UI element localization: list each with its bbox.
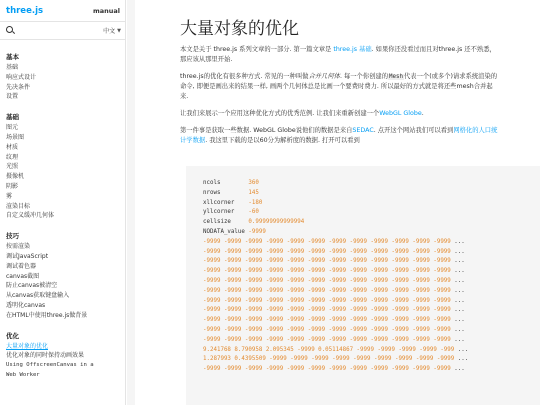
code-value: -60: [248, 209, 259, 216]
code-data-line: [203, 257, 540, 267]
code-header-line: [203, 228, 540, 238]
code-data-line: [203, 238, 540, 248]
code-data-line: [203, 248, 540, 258]
nav-group-title: 优化: [6, 331, 19, 340]
page-title: 大量对象的优化: [180, 19, 299, 39]
code-header-line: [203, 218, 540, 228]
sidebar-item[interactable]: 纹理: [6, 153, 19, 161]
code-ellipsis: ...: [454, 307, 465, 314]
sidebar-item[interactable]: 大量对象的优化: [6, 342, 49, 350]
code-data-values: -9999 -9999 -9999 -9999 -9999 -9999 -9999 -9999 -9999 -9999 -9999 -9999: [203, 307, 451, 314]
code-data-line: [203, 355, 540, 365]
sidebar-item[interactable]: 光照: [6, 163, 19, 171]
code-data-line: [203, 316, 540, 326]
code-ellipsis: ...: [454, 336, 465, 343]
sidebar-item[interactable]: 透明化canvas: [6, 301, 46, 309]
code-ellipsis: ...: [454, 297, 465, 304]
code-key: nrows: [203, 189, 221, 196]
code-padding: [220, 190, 248, 196]
sidebar-item[interactable]: 渲染目标: [6, 202, 31, 210]
merge-paragraph: [180, 72, 500, 102]
nav-group: [6, 231, 125, 320]
code-ellipsis: ...: [454, 258, 465, 265]
sidebar-item[interactable]: 摄像机: [6, 173, 25, 181]
code-data-line: [203, 287, 540, 297]
sidebar-item[interactable]: 从canvas获取键盘输入: [6, 292, 70, 300]
sidebar-item[interactable]: canvas截图: [6, 272, 40, 280]
code-ellipsis: ...: [454, 277, 465, 284]
code-value: 145: [248, 189, 259, 196]
code-ellipsis: ...: [454, 317, 465, 324]
data-text-1: 第一件事是获取一些数据. WebGL Globe说他们的数据是来自: [180, 127, 353, 134]
nav-group-title: 基础: [6, 113, 19, 122]
code-data-values: -9999 -9999 -9999 -9999 -9999 -9999 -9999 -9999 -9999 -9999 -9999 -9999: [203, 336, 451, 343]
sidebar-nav: [0, 40, 125, 395]
code-data-line: [203, 326, 540, 336]
code-header-line: [203, 179, 540, 189]
code-padding: [220, 180, 248, 186]
globe-text-2: .: [421, 110, 424, 117]
code-data-values: -9999 -9999 -9999 -9999 -9999 -9999 -9999 -9999 -9999 -9999 -9999 -9999: [203, 258, 451, 265]
code-ellipsis: ...: [454, 268, 465, 275]
code-data-line: [203, 365, 540, 375]
globe-text-1: 让我们来展示一个应用这种优化方式的优秀范例. 让我们来重新创建一个: [180, 110, 380, 117]
code-data-values: 9.241768 8.790958 2.095345 -9999 0.05114867 -9999 -9999 -9999 -9999 -999: [203, 346, 455, 353]
sidebar-item[interactable]: 基础: [6, 64, 19, 71]
code-padding: [234, 209, 248, 215]
nav-group-title: 技巧: [6, 232, 19, 241]
sidebar-item[interactable]: 按需渲染: [6, 243, 31, 251]
mesh-code[interactable]: Mesh: [389, 74, 403, 80]
threejs-basics-link[interactable]: three.js 基础: [333, 46, 372, 53]
code-padding: [234, 200, 248, 206]
data-text-3: . 我这里下载的是以60分为解析度的数据. 打开可以看到: [205, 137, 360, 144]
code-ellipsis: ...: [454, 287, 465, 294]
sidebar-item[interactable]: 响应式设计: [6, 73, 37, 81]
sidebar-item[interactable]: Using OffscreenCanvas in a: [6, 362, 94, 369]
code-data-line: [203, 336, 540, 346]
language-select-value: 中文: [103, 28, 116, 35]
sidebar-item[interactable]: 材质: [6, 143, 19, 151]
article: [135, 0, 540, 405]
language-select[interactable]: [103, 26, 121, 35]
data-paragraph: [180, 126, 500, 146]
code-data-values: 1.287993 0.4395509 -9999 -9999 -9999 -9999 -9999 -9999 -9999 -9999 -9999: [203, 356, 455, 363]
code-ellipsis: ...: [454, 326, 465, 333]
sedac-link[interactable]: SEDAC: [352, 127, 374, 134]
population-data-link[interactable]: 网格化的人口统计学数据: [180, 127, 498, 144]
code-ellipsis: ...: [457, 346, 469, 353]
code-key: NODATA_value: [203, 228, 245, 235]
nav-group: [6, 112, 125, 221]
code-data-values: -9999 -9999 -9999 -9999 -9999 -9999 -9999 -9999 -9999 -9999 -9999 -9999: [203, 366, 451, 373]
search-icon[interactable]: [6, 26, 15, 35]
code-data-values: -9999 -9999 -9999 -9999 -9999 -9999 -9999 -9999 -9999 -9999 -9999 -9999: [203, 277, 451, 284]
code-ellipsis: ...: [457, 356, 469, 363]
intro-text-2: . 如果你还没看过而且对three.js 还不熟悉，那应该从那里开始.: [180, 46, 496, 63]
code-header-line: [203, 199, 540, 209]
intro-paragraph: [180, 45, 500, 65]
code-header-line: [203, 189, 540, 199]
data-text-2: . 点开这个网站我们可以看到: [373, 127, 454, 134]
code-block: [186, 166, 540, 405]
code-ellipsis: ...: [454, 248, 465, 255]
main-area: [127, 0, 540, 405]
sidebar-item[interactable]: 阴影: [6, 182, 19, 190]
brand-logo-link[interactable]: three.js: [6, 5, 44, 16]
webgl-globe-link[interactable]: WebGL Globe: [379, 110, 422, 117]
code-key: xllcorner: [203, 199, 235, 206]
nav-group: [6, 331, 125, 381]
sidebar-item[interactable]: 优化对象的同时保持动画效果: [6, 352, 85, 360]
globe-paragraph: [180, 109, 500, 119]
code-value: 360: [248, 180, 259, 186]
sidebar-item[interactable]: 在HTML中使用three.js做背景: [6, 311, 88, 319]
manual-link[interactable]: manual: [92, 6, 120, 15]
code-padding: [231, 219, 248, 225]
code-ellipsis: ...: [454, 238, 465, 245]
sidebar-item[interactable]: 先决条件: [6, 83, 31, 91]
code-data-line: [203, 346, 540, 356]
sidebar-item[interactable]: 调试着色器: [6, 262, 37, 270]
sidebar-item[interactable]: 防止canvas被清空: [6, 282, 58, 290]
code-data-values: -9999 -9999 -9999 -9999 -9999 -9999 -9999 -9999 -9999 -9999 -9999 -9999: [203, 248, 451, 255]
sidebar-tools: [0, 22, 125, 40]
code-key: cellsize: [203, 219, 231, 226]
code-key: yllcorner: [203, 209, 235, 216]
code-value: 0.99999999999994: [248, 219, 305, 226]
merge-text-2: . 每一个你创建的: [339, 73, 389, 80]
code-ellipsis: ...: [454, 366, 465, 373]
sidebar-header: [0, 0, 125, 22]
code-data-line: [203, 297, 540, 307]
nav-group-title: 基本: [6, 53, 19, 61]
chevron-down-icon: ▼: [117, 27, 121, 34]
code-data-values: -9999 -9999 -9999 -9999 -9999 -9999 -9999 -9999 -9999 -9999 -9999 -9999: [203, 297, 451, 304]
merge-geometry-term: 合并几何体: [308, 73, 340, 80]
sidebar-item[interactable]: 调试JavaScript: [6, 252, 49, 260]
sidebar-item[interactable]: 场景图: [6, 133, 25, 141]
sidebar-item[interactable]: 自定义缓冲几何体: [6, 212, 55, 220]
code-value: -180: [248, 199, 263, 206]
code-data-values: -9999 -9999 -9999 -9999 -9999 -9999 -9999 -9999 -9999 -9999 -9999 -9999: [203, 317, 451, 324]
code-data-values: -9999 -9999 -9999 -9999 -9999 -9999 -9999 -9999 -9999 -9999 -9999 -9999: [203, 238, 451, 245]
sidebar-item[interactable]: 雾: [6, 192, 13, 200]
code-data-values: -9999 -9999 -9999 -9999 -9999 -9999 -9999 -9999 -9999 -9999 -9999 -9999: [203, 268, 451, 275]
code-data-line: [203, 267, 540, 277]
code-data-line: [203, 306, 540, 316]
sidebar: [0, 0, 126, 405]
intro-text-1: 本文是关于 three.js 系列文章的一部分. 第一篇文章是: [180, 46, 334, 53]
sidebar-item[interactable]: 图元: [6, 124, 19, 132]
sidebar-item[interactable]: 设置: [6, 93, 19, 101]
nav-group: [6, 52, 125, 102]
code-key: ncols: [203, 180, 221, 186]
code-header-line: [203, 208, 540, 218]
code-data-line: [203, 277, 540, 287]
code-value: -9999: [248, 228, 266, 235]
merge-text-3: 代表一个(或多个)请求系统渲染的命令, 即便是画出来的结果一样, 画两个几何体总是比画一个要费时费力. 所以最好的方式就是将还些mesh合并起来.: [180, 73, 498, 100]
merge-text-1: three.js的优化有很多种方式. 常见的一种叫做: [180, 73, 309, 80]
sidebar-item[interactable]: Web Worker: [6, 371, 40, 378]
code-data-values: -9999 -9999 -9999 -9999 -9999 -9999 -9999 -9999 -9999 -9999 -9999 -9999: [203, 326, 451, 333]
code-data-values: -9999 -9999 -9999 -9999 -9999 -9999 -9999 -9999 -9999 -9999 -9999 -9999: [203, 287, 451, 294]
